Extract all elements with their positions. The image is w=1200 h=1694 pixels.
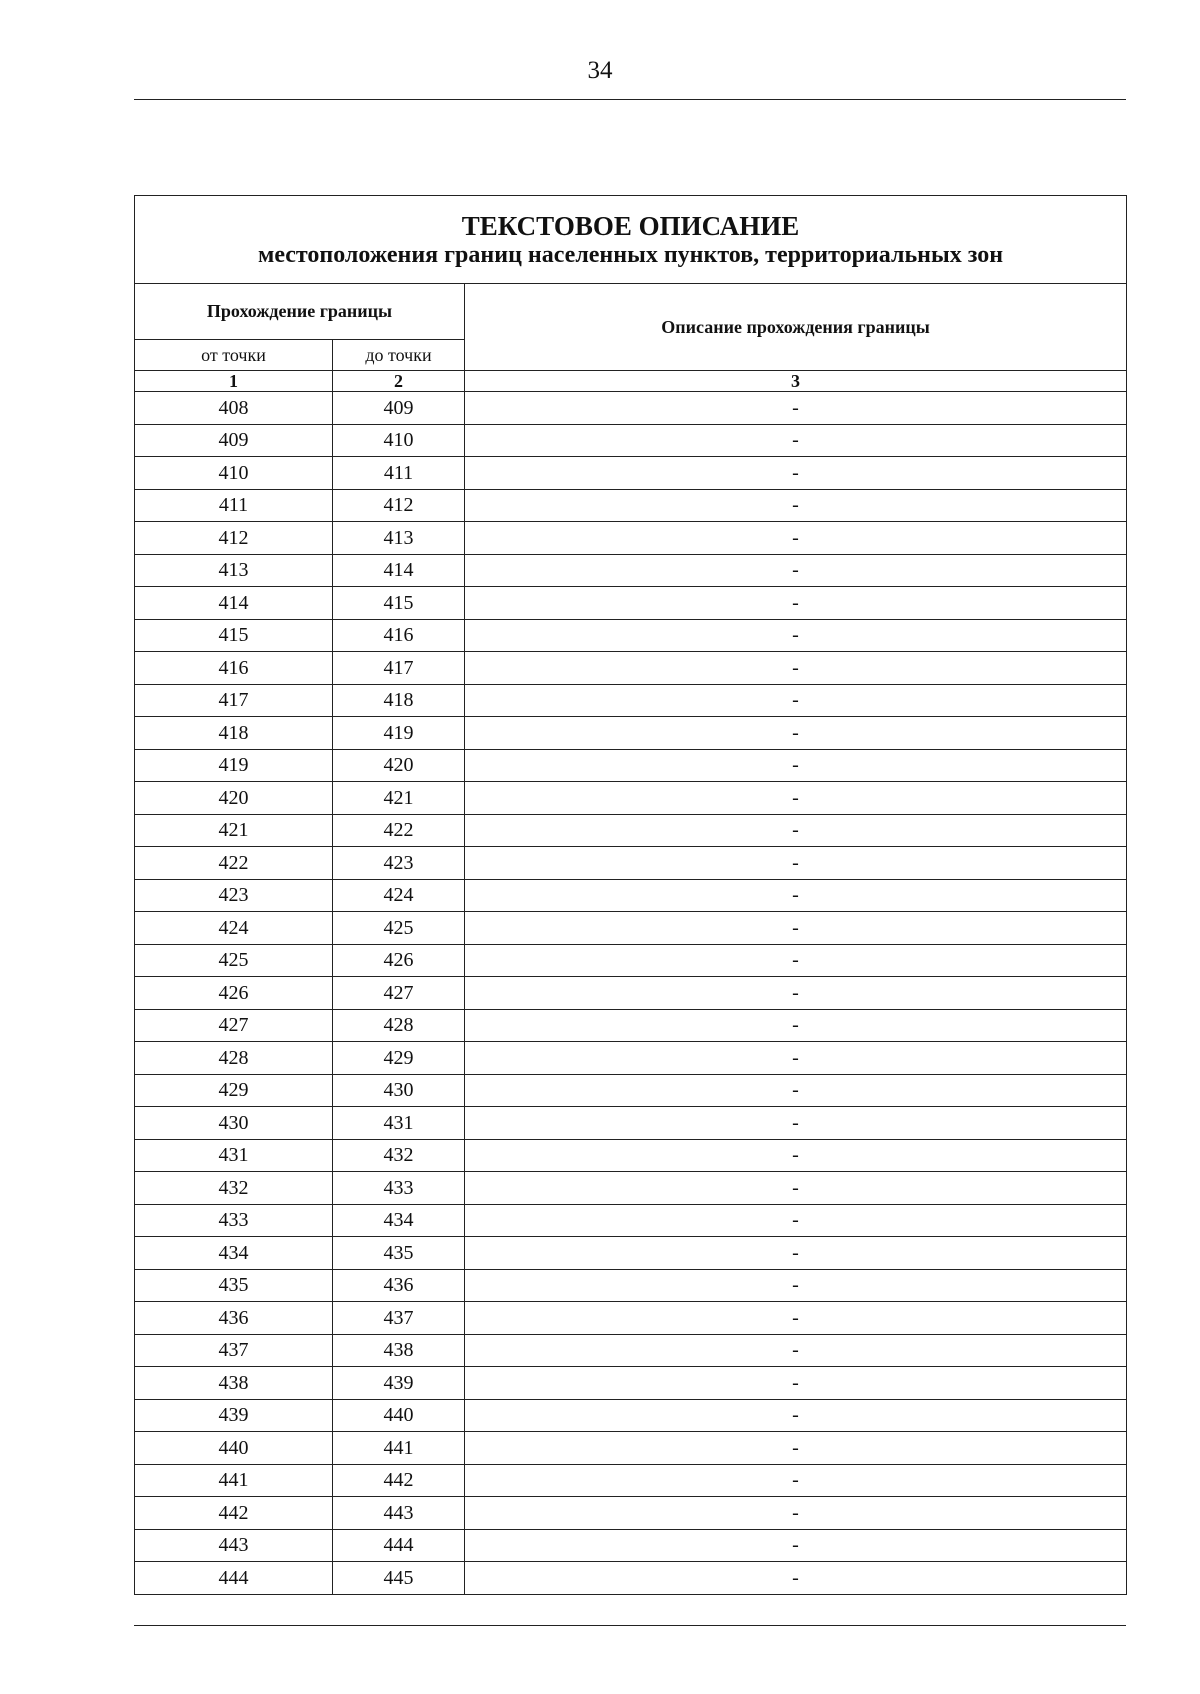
from-header: от точки <box>135 340 333 371</box>
column-number-3: 3 <box>465 371 1127 392</box>
description-cell: - <box>465 1269 1127 1302</box>
description-cell: - <box>465 1074 1127 1107</box>
table-row <box>135 1399 1127 1432</box>
to-point-cell: 435 <box>333 1237 465 1270</box>
description-cell: - <box>465 1042 1127 1075</box>
to-point-cell: 427 <box>333 977 465 1010</box>
table-row <box>135 912 1127 945</box>
from-point-cell: 444 <box>135 1562 333 1595</box>
description-cell: - <box>465 457 1127 490</box>
from-point-cell: 426 <box>135 977 333 1010</box>
description-cell: - <box>465 1464 1127 1497</box>
table-row <box>135 1497 1127 1530</box>
table-row <box>135 1107 1127 1140</box>
to-point-cell: 416 <box>333 619 465 652</box>
table-row <box>135 1074 1127 1107</box>
table-row <box>135 977 1127 1010</box>
description-cell: - <box>465 912 1127 945</box>
title-row <box>135 196 1127 284</box>
to-point-cell: 409 <box>333 392 465 425</box>
description-cell: - <box>465 814 1127 847</box>
description-header: Описание прохождения границы <box>465 284 1127 371</box>
to-point-cell: 412 <box>333 489 465 522</box>
table-row <box>135 1432 1127 1465</box>
from-point-cell: 425 <box>135 944 333 977</box>
group-header: Прохождение границы <box>135 284 465 340</box>
from-point-cell: 423 <box>135 879 333 912</box>
to-point-cell: 443 <box>333 1497 465 1530</box>
from-point-cell: 440 <box>135 1432 333 1465</box>
description-cell: - <box>465 944 1127 977</box>
to-point-cell: 424 <box>333 879 465 912</box>
to-point-cell: 430 <box>333 1074 465 1107</box>
to-point-cell: 439 <box>333 1367 465 1400</box>
description-cell: - <box>465 1107 1127 1140</box>
table-row <box>135 1042 1127 1075</box>
to-point-cell: 420 <box>333 749 465 782</box>
to-point-cell: 422 <box>333 814 465 847</box>
to-point-cell: 428 <box>333 1009 465 1042</box>
to-header: до точки <box>333 340 465 371</box>
table-row <box>135 619 1127 652</box>
from-point-cell: 410 <box>135 457 333 490</box>
description-cell: - <box>465 1399 1127 1432</box>
table-body <box>135 196 1127 1595</box>
to-point-cell: 419 <box>333 717 465 750</box>
from-point-cell: 412 <box>135 522 333 555</box>
to-point-cell: 423 <box>333 847 465 880</box>
to-point-cell: 410 <box>333 424 465 457</box>
table-row <box>135 1204 1127 1237</box>
to-point-cell: 426 <box>333 944 465 977</box>
from-point-cell: 438 <box>135 1367 333 1400</box>
table-row <box>135 847 1127 880</box>
column-number-1: 1 <box>135 371 333 392</box>
table-row <box>135 944 1127 977</box>
description-cell: - <box>465 977 1127 1010</box>
from-point-cell: 417 <box>135 684 333 717</box>
from-point-cell: 434 <box>135 1237 333 1270</box>
description-cell: - <box>465 554 1127 587</box>
to-point-cell: 429 <box>333 1042 465 1075</box>
description-cell: - <box>465 847 1127 880</box>
to-point-cell: 415 <box>333 587 465 620</box>
from-point-cell: 435 <box>135 1269 333 1302</box>
to-point-cell: 425 <box>333 912 465 945</box>
to-point-cell: 441 <box>333 1432 465 1465</box>
to-point-cell: 436 <box>333 1269 465 1302</box>
table-row <box>135 587 1127 620</box>
to-point-cell: 442 <box>333 1464 465 1497</box>
from-point-cell: 432 <box>135 1172 333 1205</box>
table-row <box>135 392 1127 425</box>
table-row <box>135 1529 1127 1562</box>
table-row <box>135 684 1127 717</box>
from-point-cell: 428 <box>135 1042 333 1075</box>
table-row <box>135 554 1127 587</box>
table-row <box>135 457 1127 490</box>
to-point-cell: 421 <box>333 782 465 815</box>
from-point-cell: 430 <box>135 1107 333 1140</box>
from-point-cell: 424 <box>135 912 333 945</box>
table-row <box>135 1237 1127 1270</box>
header-row-group <box>135 284 1127 340</box>
from-point-cell: 433 <box>135 1204 333 1237</box>
to-point-cell: 413 <box>333 522 465 555</box>
table-row <box>135 1367 1127 1400</box>
table-row <box>135 1139 1127 1172</box>
description-cell: - <box>465 1497 1127 1530</box>
description-cell: - <box>465 1172 1127 1205</box>
to-point-cell: 414 <box>333 554 465 587</box>
from-point-cell: 418 <box>135 717 333 750</box>
description-cell: - <box>465 1139 1127 1172</box>
table-row <box>135 1334 1127 1367</box>
table-row <box>135 1269 1127 1302</box>
table-row <box>135 814 1127 847</box>
from-point-cell: 421 <box>135 814 333 847</box>
table-row <box>135 1464 1127 1497</box>
description-cell: - <box>465 587 1127 620</box>
from-point-cell: 416 <box>135 652 333 685</box>
page-number: 34 <box>587 57 613 84</box>
description-cell: - <box>465 1562 1127 1595</box>
description-cell: - <box>465 1302 1127 1335</box>
description-cell: - <box>465 392 1127 425</box>
to-point-cell: 417 <box>333 652 465 685</box>
from-point-cell: 422 <box>135 847 333 880</box>
description-cell: - <box>465 684 1127 717</box>
from-point-cell: 431 <box>135 1139 333 1172</box>
table-subtitle: местоположения границ населенных пунктов, территориальных зон <box>257 241 1004 268</box>
description-cell: - <box>465 1237 1127 1270</box>
column-number-row <box>135 371 1127 392</box>
to-point-cell: 432 <box>333 1139 465 1172</box>
title-cell <box>135 196 1127 284</box>
description-cell: - <box>465 1009 1127 1042</box>
table-row <box>135 879 1127 912</box>
from-point-cell: 443 <box>135 1529 333 1562</box>
to-point-cell: 438 <box>333 1334 465 1367</box>
from-point-cell: 414 <box>135 587 333 620</box>
description-cell: - <box>465 1204 1127 1237</box>
description-cell: - <box>465 1334 1127 1367</box>
boundary-table <box>134 195 1127 1595</box>
table-row <box>135 522 1127 555</box>
table-row <box>135 717 1127 750</box>
table-row <box>135 749 1127 782</box>
description-cell: - <box>465 717 1127 750</box>
from-point-cell: 427 <box>135 1009 333 1042</box>
from-point-cell: 413 <box>135 554 333 587</box>
from-point-cell: 441 <box>135 1464 333 1497</box>
description-cell: - <box>465 424 1127 457</box>
table-row <box>135 1562 1127 1595</box>
from-point-cell: 415 <box>135 619 333 652</box>
to-point-cell: 433 <box>333 1172 465 1205</box>
to-point-cell: 418 <box>333 684 465 717</box>
bottom-rule <box>134 1625 1126 1626</box>
table-row <box>135 652 1127 685</box>
to-point-cell: 431 <box>333 1107 465 1140</box>
table-row <box>135 1302 1127 1335</box>
from-point-cell: 439 <box>135 1399 333 1432</box>
table-title: ТЕКСТОВОЕ ОПИСАНИЕ <box>461 210 800 241</box>
description-cell: - <box>465 619 1127 652</box>
to-point-cell: 437 <box>333 1302 465 1335</box>
description-cell: - <box>465 1432 1127 1465</box>
to-point-cell: 411 <box>333 457 465 490</box>
from-point-cell: 442 <box>135 1497 333 1530</box>
description-cell: - <box>465 1529 1127 1562</box>
table-row <box>135 1172 1127 1205</box>
from-point-cell: 420 <box>135 782 333 815</box>
to-point-cell: 440 <box>333 1399 465 1432</box>
description-cell: - <box>465 1367 1127 1400</box>
header-rule <box>134 99 1126 100</box>
from-point-cell: 411 <box>135 489 333 522</box>
description-cell: - <box>465 652 1127 685</box>
table-row <box>135 489 1127 522</box>
from-point-cell: 429 <box>135 1074 333 1107</box>
column-number-2: 2 <box>333 371 465 392</box>
description-cell: - <box>465 489 1127 522</box>
description-cell: - <box>465 879 1127 912</box>
from-point-cell: 408 <box>135 392 333 425</box>
from-point-cell: 409 <box>135 424 333 457</box>
table-row <box>135 782 1127 815</box>
description-cell: - <box>465 782 1127 815</box>
from-point-cell: 437 <box>135 1334 333 1367</box>
table-row <box>135 424 1127 457</box>
to-point-cell: 444 <box>333 1529 465 1562</box>
to-point-cell: 434 <box>333 1204 465 1237</box>
from-point-cell: 436 <box>135 1302 333 1335</box>
table-row <box>135 1009 1127 1042</box>
description-cell: - <box>465 522 1127 555</box>
from-point-cell: 419 <box>135 749 333 782</box>
description-cell: - <box>465 749 1127 782</box>
to-point-cell: 445 <box>333 1562 465 1595</box>
